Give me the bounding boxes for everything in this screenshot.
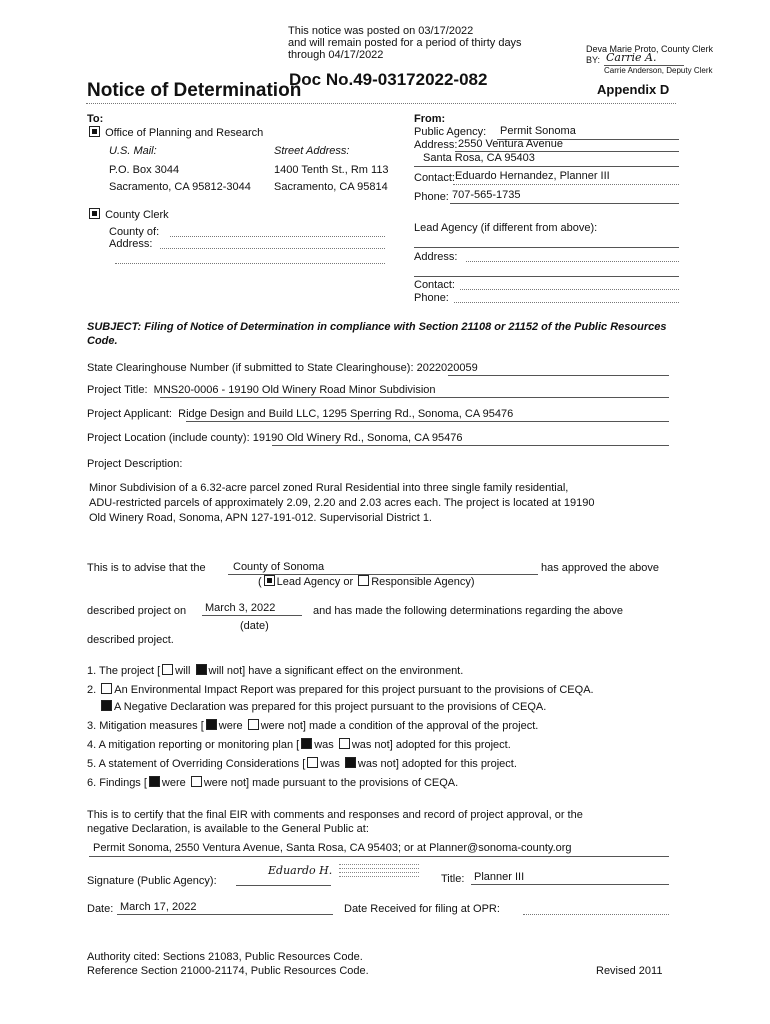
lead-agency-checkbox[interactable]: [264, 575, 275, 586]
project-location: 19190 Old Winery Rd., Sonoma, CA 95476: [252, 432, 463, 444]
determination-3: 3. Mitigation measures [ were were not] made a condition of the approval of the project.: [87, 720, 539, 732]
determination-4: 4. A mitigation reporting or monitoring plan [ was was not] adopted for this project.: [87, 739, 511, 751]
county-address-label: Address:: [109, 238, 153, 250]
approval-date: March 3, 2022: [205, 602, 276, 614]
overriding-was-checkbox[interactable]: [307, 757, 318, 768]
address-line1: 2550 Ventura Avenue: [458, 138, 564, 150]
to-label: To:: [87, 113, 104, 125]
described-end: described project.: [87, 634, 174, 646]
city-street: Sacramento, CA 95814: [274, 181, 388, 193]
record-location: Permit Sonoma, 2550 Ventura Avenue, Santa Rosa, CA 95403; or at Planner@sonoma-county.org: [93, 842, 572, 854]
appendix-label: Appendix D: [597, 82, 670, 97]
lead-phone-label: Phone:: [414, 292, 449, 304]
certify-line2: negative Declaration, is available to the General Public at:: [87, 823, 369, 835]
county-clerk-checkbox[interactable]: [89, 208, 100, 219]
po-box: P.O. Box 3044: [109, 164, 180, 176]
address-line2: Santa Rosa, CA 95403: [423, 152, 535, 164]
digital-signature-stamp: [339, 862, 419, 880]
determination-1: 1. The project [ will will not] have a significant effect on the environment.: [87, 665, 464, 677]
project-description: Minor Subdivision of a 6.32-acre parcel zoned Rural Residential into three single family residential, ADU-restricted parcels of approximately 2.09, 2.20 and 2.03 acres each. The project is located at 19190 Old Winery Road, Sonoma, APN 127-191-012. Supervisorial District 1.: [89, 482, 595, 524]
city-mail: Sacramento, CA 95812-3044: [109, 181, 251, 193]
plan-was-not-checkbox[interactable]: [339, 738, 350, 749]
agency-signature: Eduardo H.: [268, 864, 333, 877]
project-applicant: Ridge Design and Build LLC, 1295 Sperring Rd., Sonoma, CA 95476: [178, 408, 514, 420]
opr-checkbox[interactable]: [89, 126, 100, 137]
us-mail-label: U.S. Mail:: [109, 145, 157, 157]
lead-contact-label: Contact:: [414, 279, 455, 291]
public-agency-label: Public Agency:: [414, 126, 487, 138]
reference-section: Reference Section 21000-21174, Public Resources Code.: [87, 965, 369, 977]
findings-were-checkbox[interactable]: [149, 776, 160, 787]
determination-2: 2. An Environmental Impact Report was prepared for this project pursuant to the provisions of CEQA.: [87, 684, 594, 696]
project-applicant-row: Project Applicant: Ridge Design and Build LLC, 1295 Sperring Rd., Sonoma, CA 95476: [87, 408, 514, 420]
phone-value: 707-565-1735: [452, 189, 521, 201]
advise-suffix: has approved the above: [541, 562, 660, 574]
approving-agency: County of Sonoma: [233, 561, 325, 573]
county-clerk-option[interactable]: County Clerk: [87, 208, 169, 221]
overriding-was-not-checkbox[interactable]: [345, 757, 356, 768]
mitigation-were-not-checkbox[interactable]: [248, 719, 259, 730]
described-suffix: and has made the following determinations regarding the above: [313, 605, 624, 617]
address-label: Address:: [414, 139, 458, 151]
revised-date: Revised 2011: [596, 965, 663, 977]
phone-label: Phone:: [414, 191, 449, 203]
street-address: 1400 Tenth St., Rm 113: [274, 164, 389, 176]
subject: SUBJECT: Filing of Notice of Determination in compliance with Section 21108 or 21152 of the Public Resources Code.: [87, 321, 667, 347]
by-label: BY:: [586, 55, 601, 65]
mitigation-were-checkbox[interactable]: [206, 719, 217, 730]
determination-6: 6. Findings [ were were not] made pursuant to the provisions of CEQA.: [87, 777, 459, 789]
opr-option[interactable]: Office of Planning and Research: [87, 126, 263, 139]
will-checkbox[interactable]: [162, 664, 173, 675]
project-location-row: Project Location (include county): 19190 Old Winery Rd., Sonoma, CA 95476: [87, 432, 463, 444]
lead-agency-label: Lead Agency (if different from above):: [414, 222, 598, 234]
determination-2b: A Negative Declaration was prepared for this project pursuant to the provisions of CEQA.: [99, 700, 546, 713]
date-label: Date:: [87, 903, 114, 915]
title-label: Title:: [441, 873, 465, 885]
certify-line1: This is to certify that the final EIR with comments and responses and record of project approval, or the: [87, 809, 583, 821]
advise-prefix: This is to advise that the: [87, 562, 206, 574]
contact-label: Contact:: [414, 172, 455, 184]
lead-address-label: Address:: [414, 251, 458, 263]
page-title: Notice of Determination: [87, 80, 302, 101]
authority-cited: Authority cited: Sections 21083, Public Resources Code.: [87, 951, 363, 963]
eir-checkbox[interactable]: [101, 683, 112, 694]
plan-was-checkbox[interactable]: [301, 738, 312, 749]
project-title-row: Project Title: MNS20-0006 - 19190 Old Winery Road Minor Subdivision: [87, 384, 436, 396]
public-agency-value: Permit Sonoma: [500, 125, 576, 137]
county-of-label: County of:: [109, 226, 160, 238]
county-clerk-stamp: Deva Marie Proto, County Clerk: [586, 44, 714, 54]
project-description-label: Project Description:: [87, 458, 183, 470]
posted-notice: This notice was posted on 03/17/2022 and will remain posted for a period of thirty days through 04/17/2022: [288, 25, 522, 61]
signer-title: Planner III: [474, 871, 525, 883]
doc-number: Doc No.49-03172022-082: [289, 70, 488, 89]
contact-value: Eduardo Hernandez, Planner III: [455, 170, 610, 182]
project-title: MNS20-0006 - 19190 Old Winery Road Minor Subdivision: [153, 384, 436, 396]
date-received-label: Date Received for filing at OPR:: [344, 903, 500, 915]
clerk-signature: Carrie A.: [606, 51, 657, 64]
signature-label: Signature (Public Agency):: [87, 875, 217, 887]
street-address-label: Street Address:: [274, 145, 350, 157]
responsible-agency-checkbox[interactable]: [358, 575, 369, 586]
described-prefix: described project on: [87, 605, 187, 617]
determination-5: 5. A statement of Overriding Considerations [ was was not] adopted for this project.: [87, 758, 517, 770]
findings-were-not-checkbox[interactable]: [191, 776, 202, 787]
agency-type: ( Lead Agency or Responsible Agency): [258, 576, 475, 588]
will-not-checkbox[interactable]: [196, 664, 207, 675]
deputy-clerk: Carrie Anderson, Deputy Clerk: [604, 66, 713, 75]
negative-declaration-checkbox[interactable]: [101, 700, 112, 711]
date-caption: (date): [240, 620, 269, 632]
signature-date: March 17, 2022: [120, 901, 197, 913]
from-label: From:: [414, 113, 446, 125]
sch-number: 2022020059: [416, 362, 478, 374]
sch-row: State Clearinghouse Number (if submitted to State Clearinghouse): 2022020059: [87, 362, 478, 374]
